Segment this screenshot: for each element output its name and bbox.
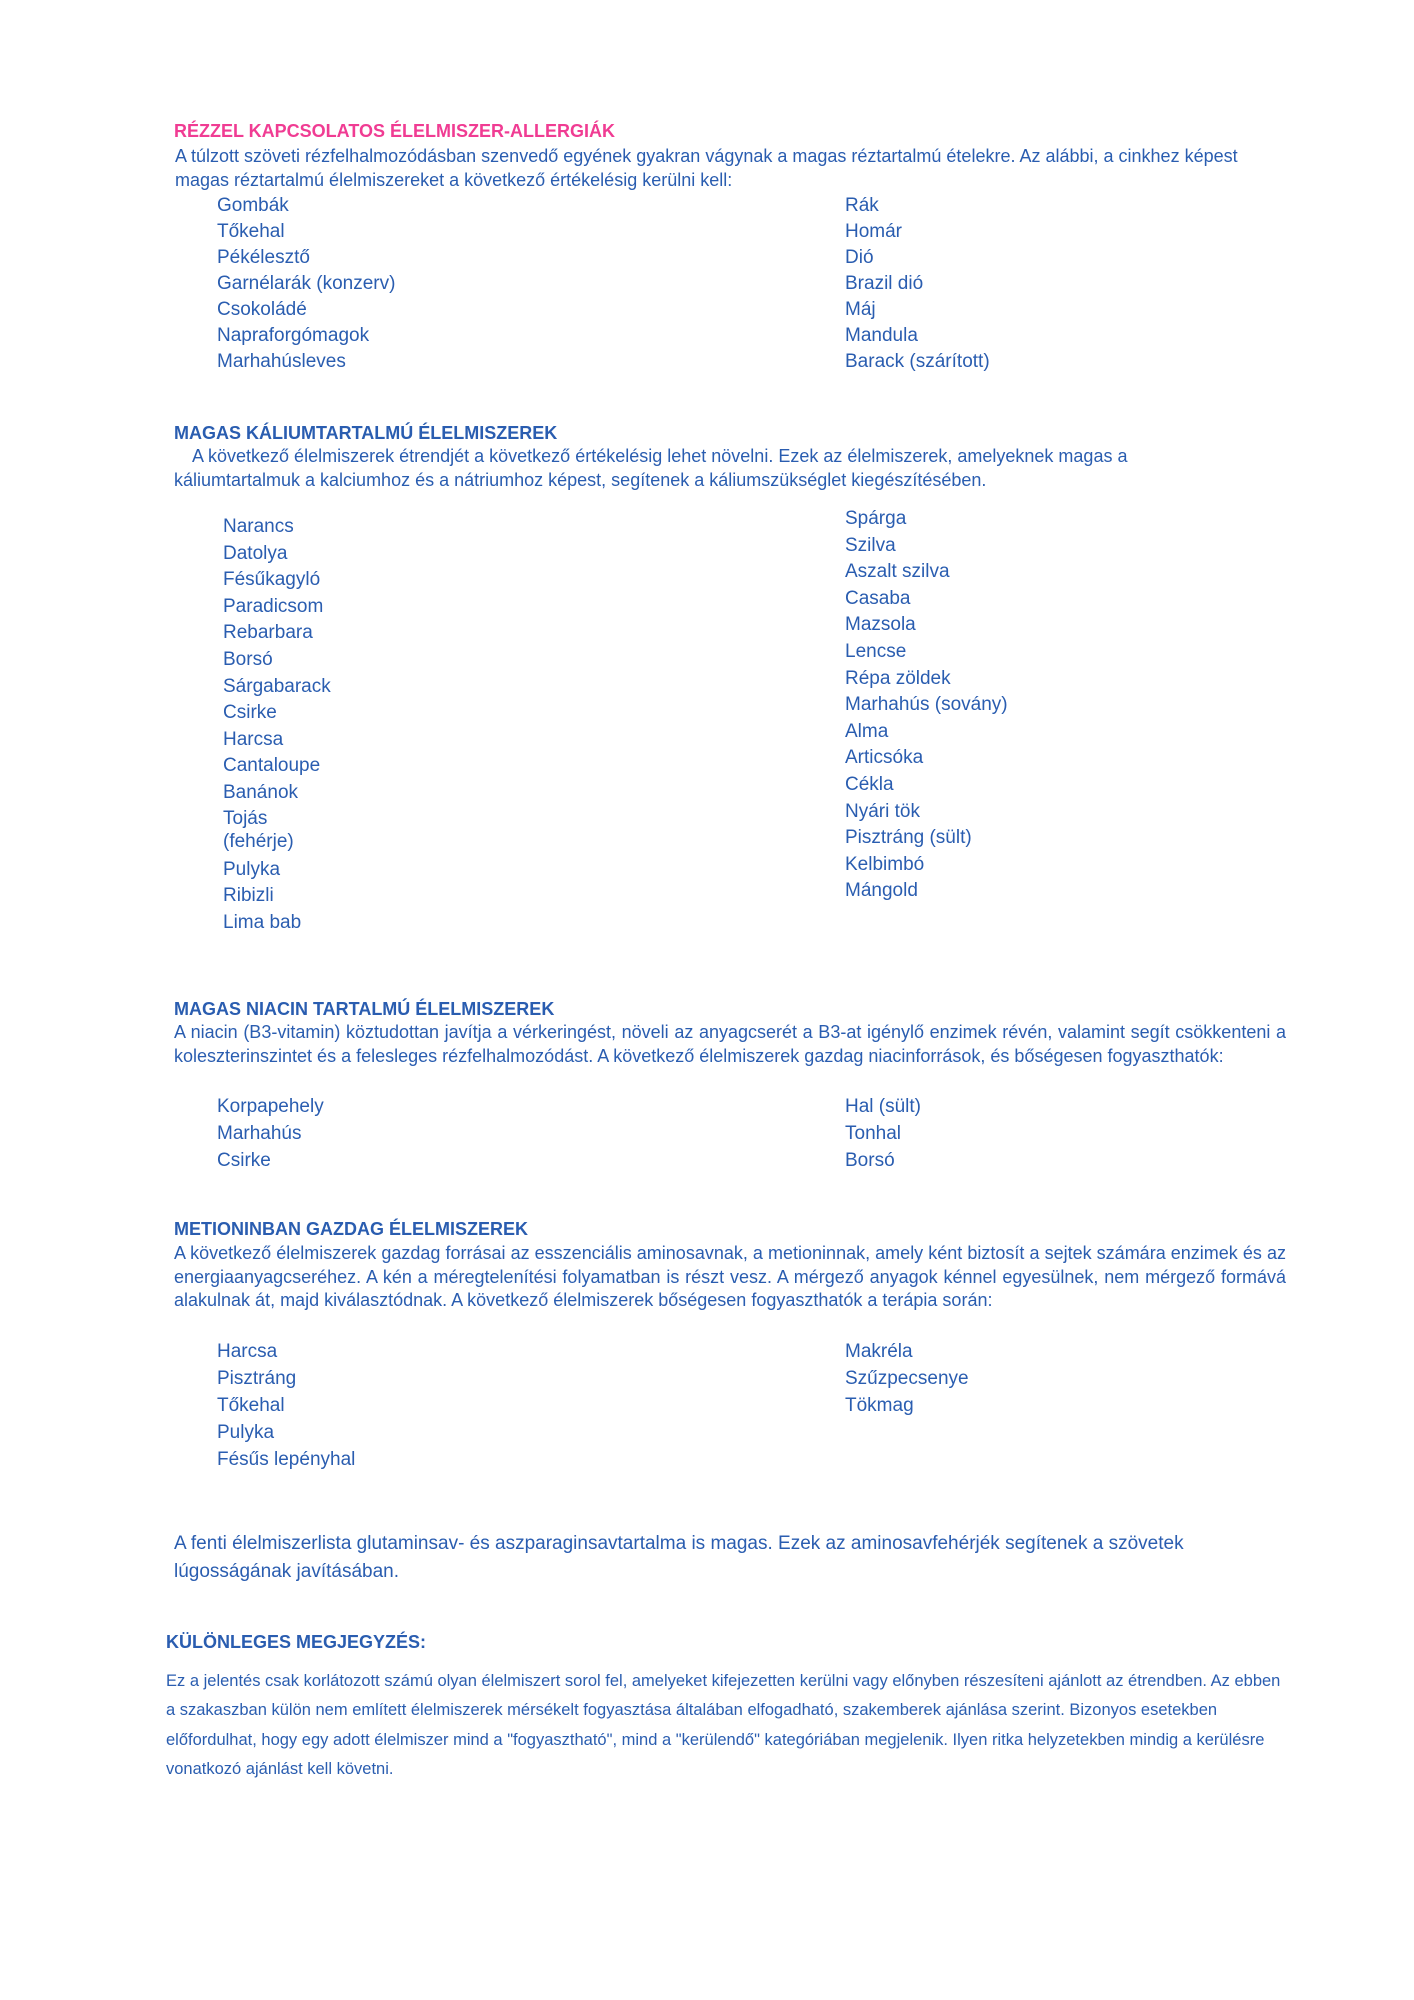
potassium-section-title: MAGAS KÁLIUMTARTALMÚ ÉLELMISZEREK <box>174 423 558 443</box>
niacin-intro: A niacin (B3-vitamin) köztudottan javítja a vérkeringést, növeli az anyagcserét a B3-at igénylő enzimek révén, valamint segít csökkenteni a koleszterinszintet és a felesleges rézfelhalmozódást. A következő élelmiszerek gazdag niacinforrások, és bőségesen fogyaszthatók: <box>174 1022 1286 1066</box>
list-item: Datolya <box>223 542 288 564</box>
list-item: Brazil dió <box>845 273 924 294</box>
list-item: Ribizli <box>223 885 274 907</box>
list-item: Homár <box>845 221 903 242</box>
list-item: Pulyka <box>223 858 281 880</box>
list-item: Pulyka <box>217 1421 275 1443</box>
list-item: Borsó <box>223 648 273 670</box>
list-item: Szűzpecsenye <box>845 1367 969 1389</box>
list-item: Pékélesztő <box>217 247 310 268</box>
list-item: Csirke <box>217 1149 271 1171</box>
list-item: Aszalt szilva <box>845 561 950 583</box>
list-item: Barack (szárított) <box>845 351 990 372</box>
list-item: Máj <box>845 299 876 320</box>
list-item: Tökmag <box>845 1394 914 1416</box>
copper-left-list <box>217 193 395 375</box>
copper-right-list <box>845 193 990 375</box>
niacin-section-title: MAGAS NIACIN TARTALMÚ ÉLELMISZEREK <box>174 999 555 1019</box>
methionine-left-list <box>217 1339 355 1473</box>
list-item: Tőkehal <box>217 221 285 242</box>
list-item: Marhahús <box>217 1122 302 1144</box>
closing-paragraph: A fenti élelmiszerlista glutaminsav- és aszparaginsavtartalma is magas. Ezek az aminosavfehérjék segítenek a szövetek lúgosságának javításában. <box>174 1533 1184 1582</box>
list-item: Marhahús (sovány) <box>845 694 1008 716</box>
potassium-intro: A következő élelmiszerek étrendjét a következő értékelésig lehet növelni. Ezek az élelmiszerek, amelyeknek magas a káliumtartalmuk a kalciumhoz és a nátriumhoz képest, segítenek a káliumszükséglet kiegészítésében. <box>174 446 1128 490</box>
note-text: Ez a jelentés csak korlátozott számú olyan élelmiszert sorol fel, amelyeket kifejezetten kerülni vagy előnyben részesíteni ajánlott az étrendben. Az ebben a szakaszban külön nem említett élelmiszerek mérsékelt fogyasztása általában elfogadható, szakemberek ajánlása szerint. Bizonyos esetekben előfordulhat, hogy egy adott élelmiszer mind a "fogyasztható", mind a "kerülendő" kategóriában megjelenik. Ilyen ritka helyzetekben mindig a kerülésre vonatkozó ajánlást kell követni. <box>166 1672 1281 1778</box>
list-item: Rebarbara <box>223 622 313 644</box>
list-item: Napraforgómagok <box>217 325 370 346</box>
list-item: Csokoládé <box>217 299 307 320</box>
list-item: Mandula <box>845 325 918 346</box>
list-item: Tőkehal <box>217 1394 285 1416</box>
list-item: Korpapehely <box>217 1096 324 1117</box>
list-item: Mángold <box>845 880 918 902</box>
list-item: Pisztráng <box>217 1367 297 1389</box>
list-item: Banánok <box>223 781 299 803</box>
list-item: Makréla <box>845 1341 913 1362</box>
list-item: Marhahúsleves <box>217 351 346 372</box>
list-item: Kelbimbó <box>845 853 925 875</box>
list-item: Narancs <box>223 516 294 537</box>
list-item: Cékla <box>845 773 894 795</box>
list-item: Spárga <box>845 508 907 529</box>
methionine-right-list <box>845 1339 969 1420</box>
list-item: Harcsa <box>223 728 284 750</box>
methionine-section-title: METIONINBAN GAZDAG ÉLELMISZEREK <box>174 1219 528 1239</box>
potassium-right-list <box>845 506 1008 905</box>
list-item: Gombák <box>217 195 289 216</box>
list-item: Harcsa <box>217 1341 278 1362</box>
list-item: Répa zöldek <box>845 667 951 689</box>
list-item: Mazsola <box>845 614 916 636</box>
list-item: Sárgabarack <box>223 675 331 697</box>
list-item: Garnélarák (konzerv) <box>217 273 396 294</box>
list-item: Csirke <box>223 702 277 724</box>
list-item: Tojás (fehérje) <box>223 807 294 852</box>
list-item: Alma <box>845 720 889 742</box>
potassium-left-list <box>223 514 331 936</box>
copper-intro: A túlzott szöveti rézfelhalmozódásban szenvedő egyének gyakran vágynak a magas réztartalmú ételekre. Az alábbi, a cinkhez képest magas réztartalmú élelmiszereket a következő értékelésig kerülni kell: <box>175 146 1238 190</box>
list-item: Cantaloupe <box>223 755 321 777</box>
list-item: Nyári tök <box>845 800 920 822</box>
list-item: Paradicsom <box>223 595 324 617</box>
list-item: Articsóka <box>845 747 924 769</box>
list-item: Casaba <box>845 587 911 609</box>
niacin-right-list <box>845 1094 921 1175</box>
niacin-left-list <box>217 1094 324 1175</box>
list-item: Lencse <box>845 640 907 662</box>
list-item: Lima bab <box>223 911 302 933</box>
list-item: Rák <box>845 195 879 216</box>
note-title: KÜLÖNLEGES MEGJEGYZÉS: <box>166 1632 427 1652</box>
copper-section-title: RÉZZEL KAPCSOLATOS ÉLELMISZER-ALLERGIÁK <box>174 121 616 141</box>
list-item: Tonhal <box>845 1122 901 1144</box>
list-item: Hal (sült) <box>845 1096 922 1117</box>
methionine-intro: A következő élelmiszerek gazdag forrásai az esszenciális aminosavnak, a metioninnak, amely ként biztosít a sejtek számára enzimek és az energiaanyagcseréhez. A kén a méregtelenítési folyamatban is részt vesz. A mérgező anyagok kénnel egyesülnek, nem mérgező formává alakulnak át, majd kiválasztódnak. A következő élelmiszerek bőségesen fogyaszthatók a terápia során: <box>174 1243 1286 1310</box>
list-item: Szilva <box>845 534 896 556</box>
list-item: Borsó <box>845 1149 895 1171</box>
list-item: Pisztráng (sült) <box>845 827 972 849</box>
list-item: Fésűs lepényhal <box>217 1448 356 1470</box>
list-item: Dió <box>845 247 874 268</box>
list-item: Fésűkagyló <box>223 569 321 591</box>
